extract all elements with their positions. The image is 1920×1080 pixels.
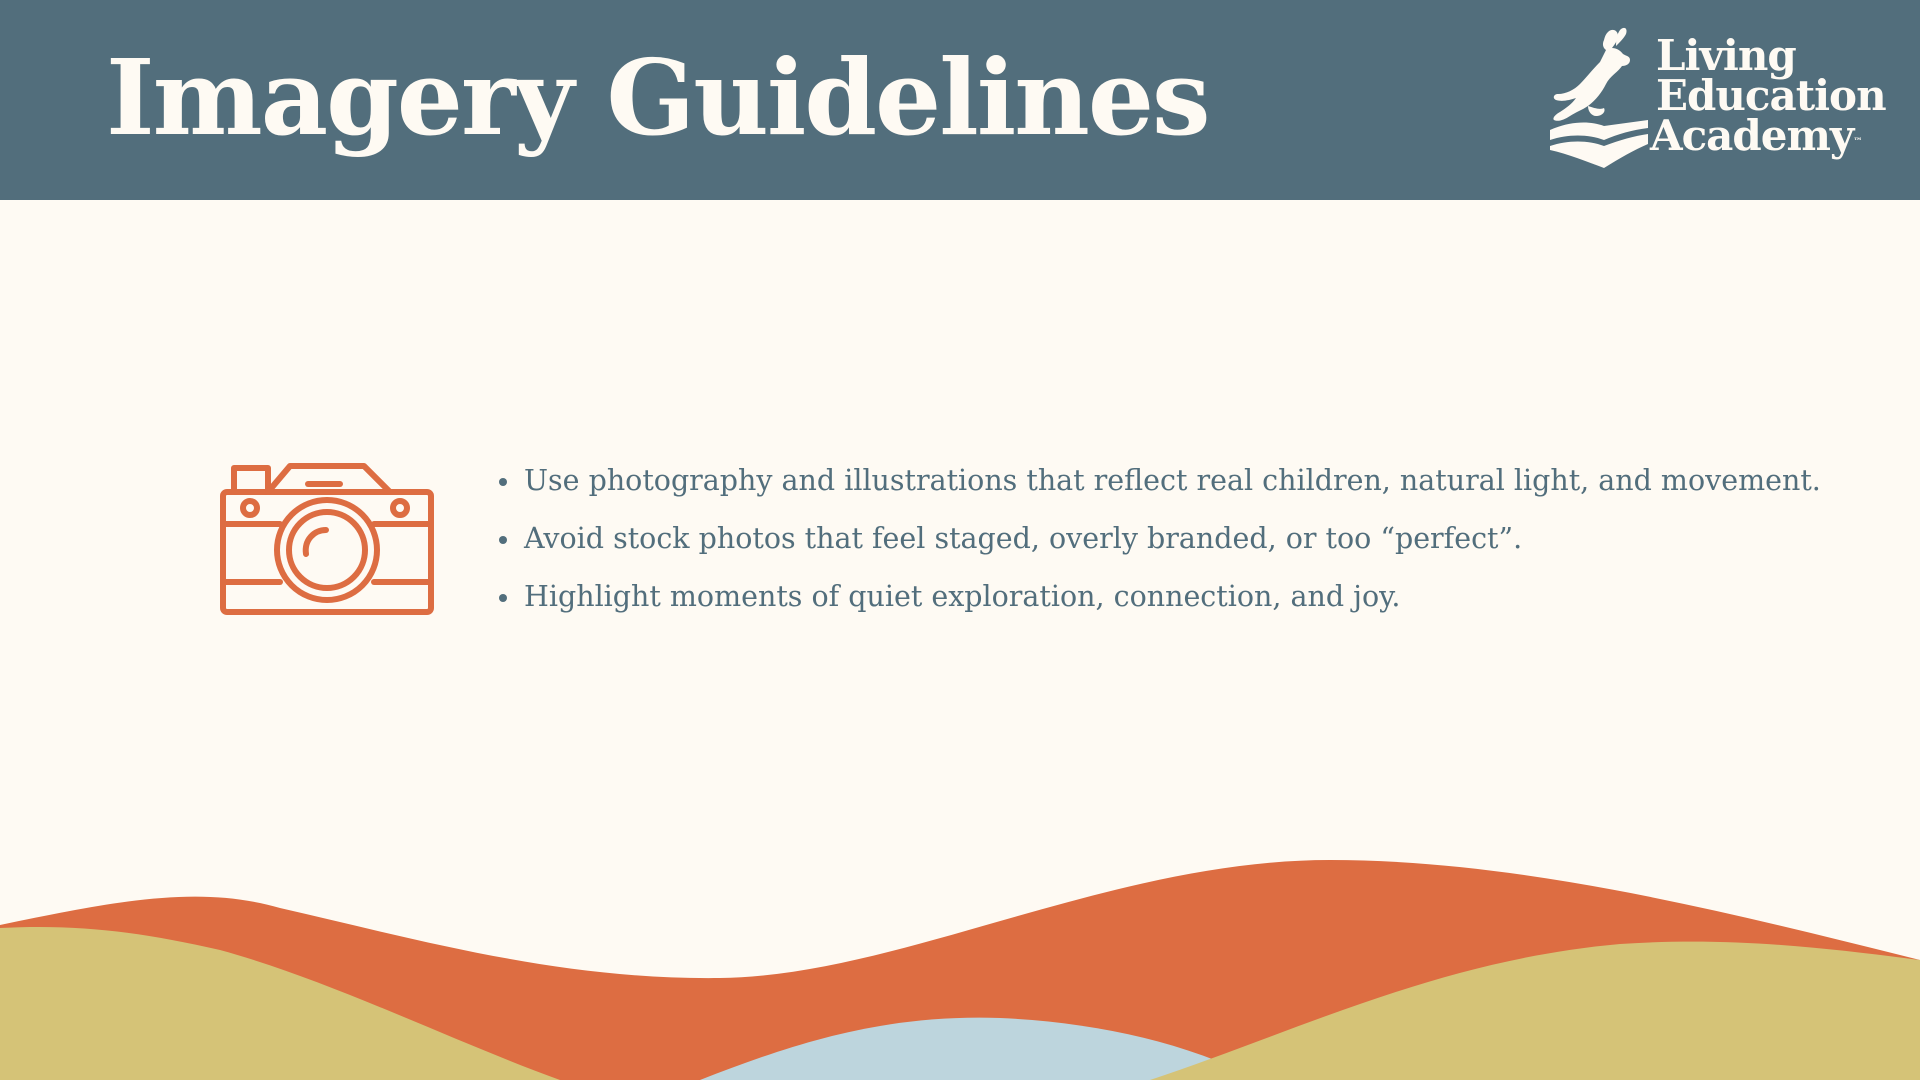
- decorative-hills: [0, 840, 1920, 1080]
- guidelines-list: [492, 452, 1821, 626]
- logo-line-education: Education: [1656, 71, 1886, 120]
- academy-logo: [1548, 26, 1888, 176]
- page-title: Imagery Guidelines: [106, 36, 1209, 159]
- camera-icon: [220, 462, 434, 616]
- trademark-symbol: ™: [1853, 137, 1863, 147]
- list-item: Highlight moments of quiet exploration, connection, and joy.: [492, 568, 1821, 626]
- leaping-hare-icon: [1548, 26, 1660, 174]
- list-item: Avoid stock photos that feel staged, overly branded, or too “perfect”.: [492, 510, 1821, 568]
- logo-line-living: Living: [1656, 31, 1796, 80]
- logo-line-academy: Academy: [1650, 111, 1854, 160]
- header-bar: [0, 0, 1920, 200]
- logo-line-academy-wrap: [1650, 111, 1886, 160]
- list-item: Use photography and illustrations that reflect real children, natural light, and movement.: [492, 452, 1821, 510]
- logo-wordmark: [1650, 31, 1886, 160]
